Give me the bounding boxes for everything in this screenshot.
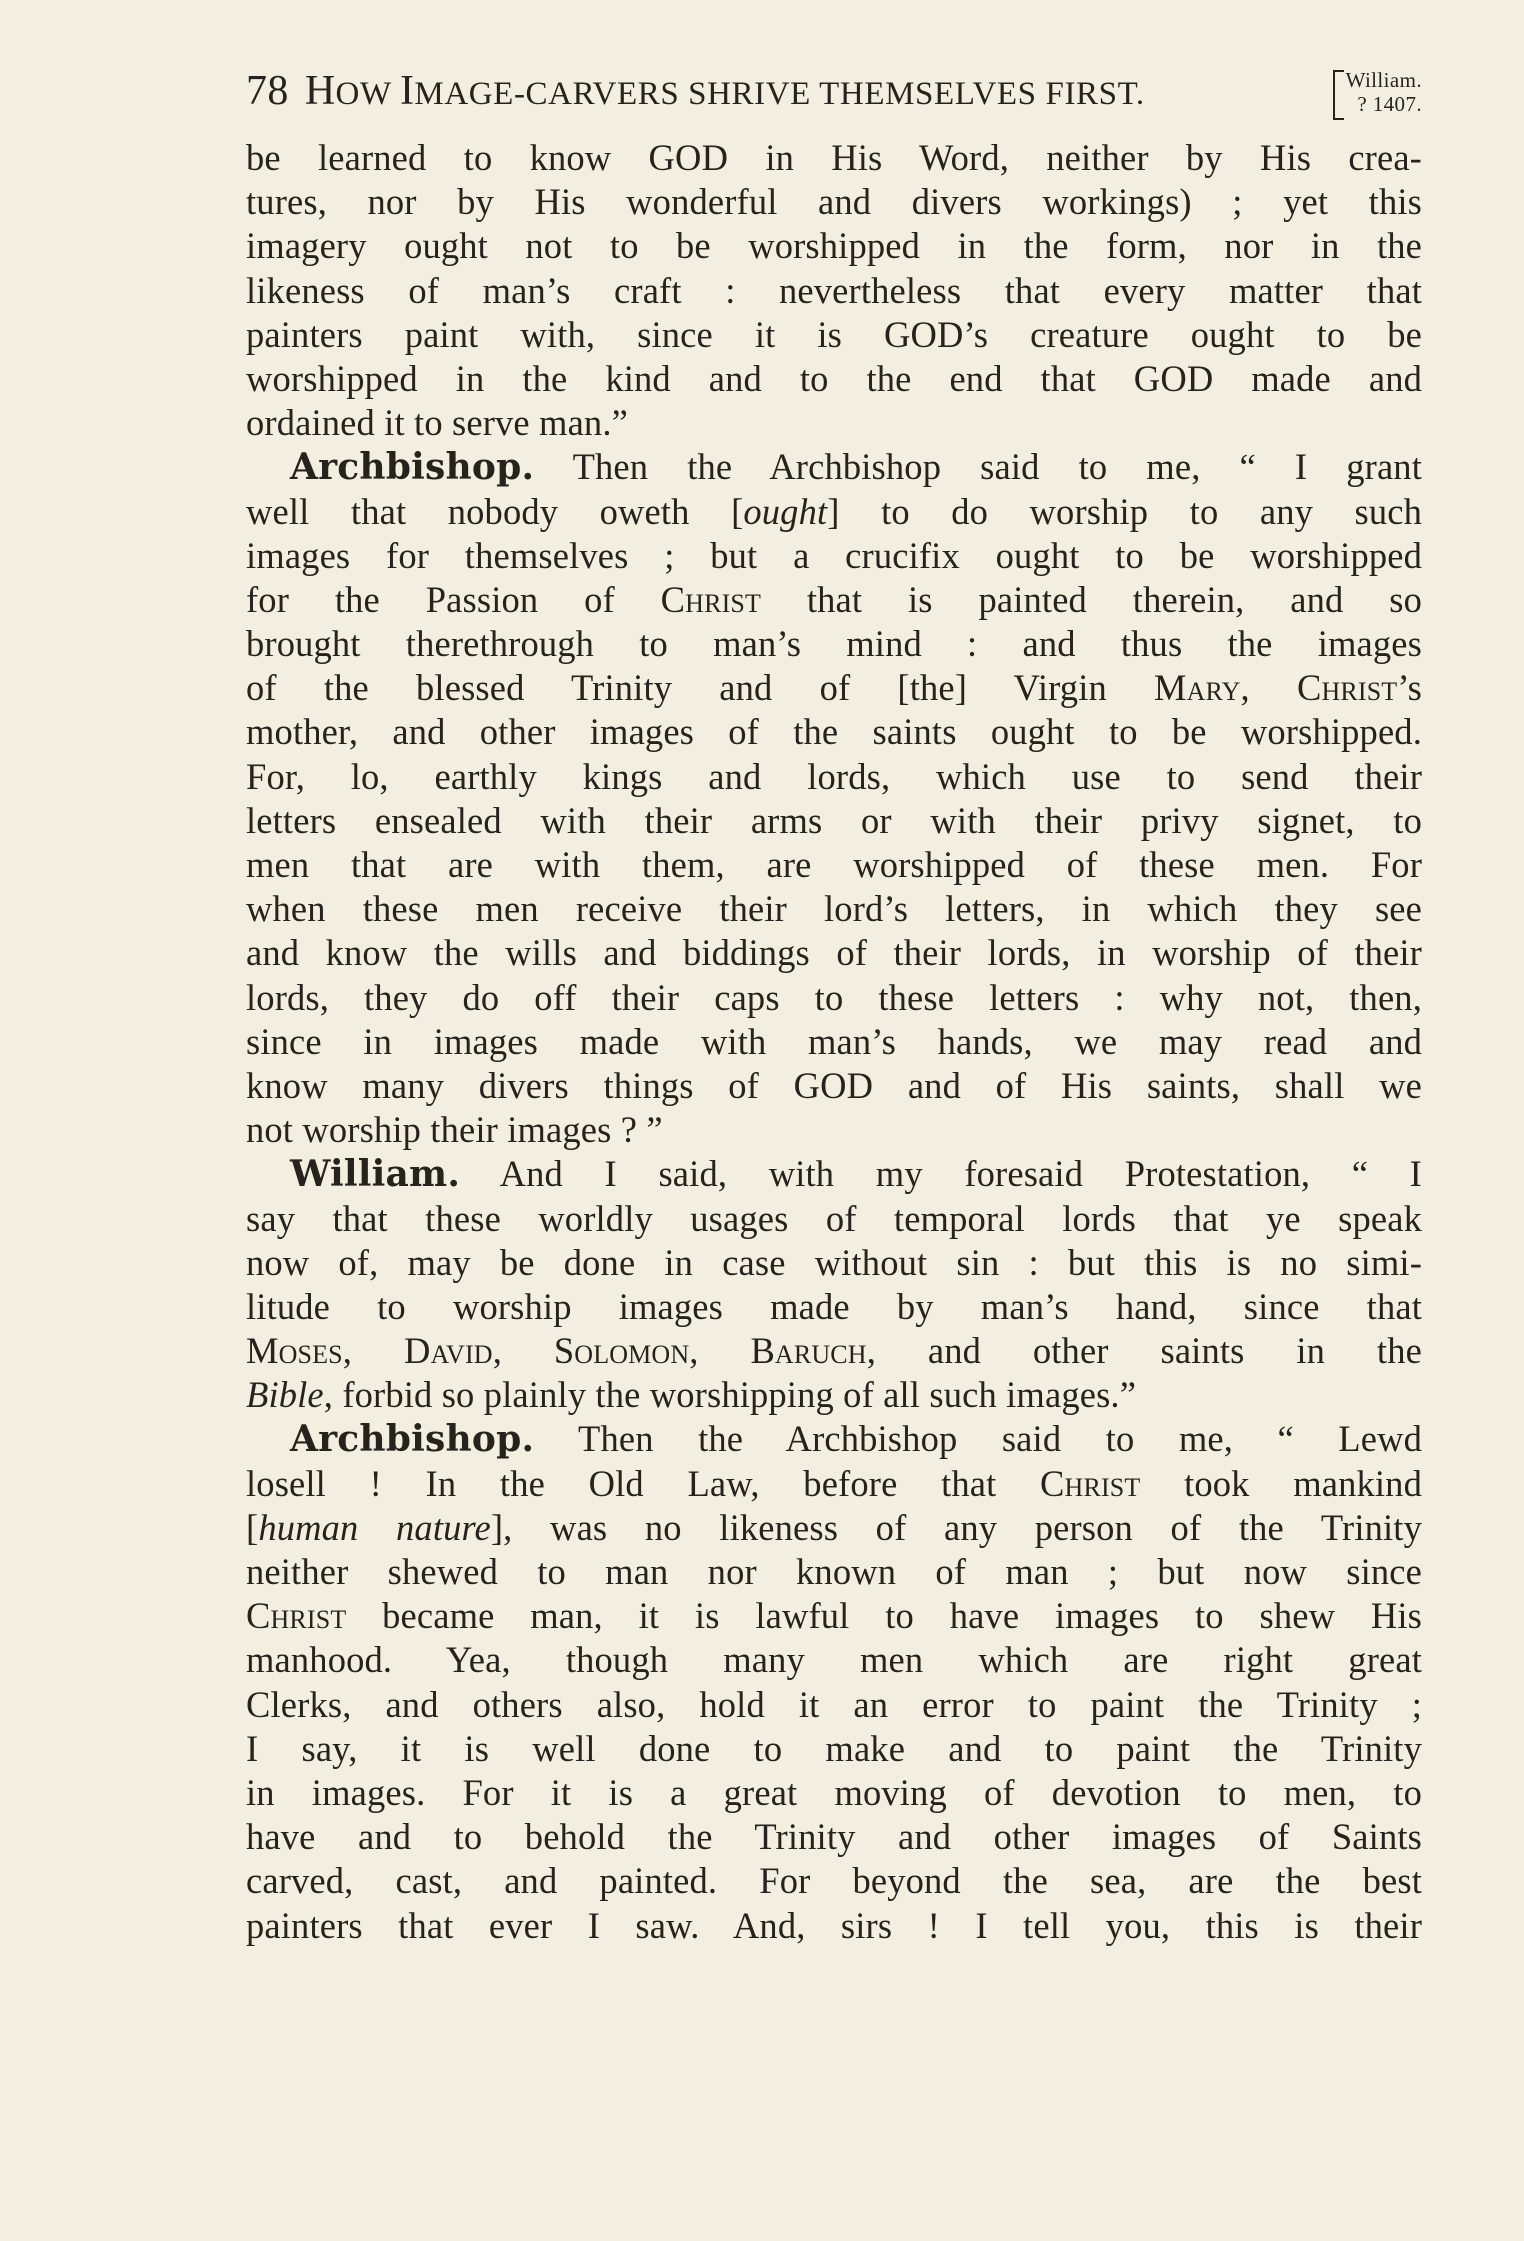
body-text (246, 136, 1422, 1948)
text-line: say that these worldly usages of temporal lords that ye speak (246, 1197, 1422, 1239)
text-line: mother, and other images of the saints ought to be worshipped. (246, 711, 1422, 753)
text-line: I say, it is well done to make and to paint the Trinity (246, 1727, 1422, 1769)
running-title: HOW IMAGE-CARVERS SHRIVE THEMSELVES FIRST. (304, 68, 1145, 114)
text-line: ordained it to serve man.” (246, 402, 628, 444)
text-line: when these men receive their lord’s letters, in which they see (246, 888, 1422, 930)
text-line: in images. For it is a great moving of devotion to men, to (246, 1771, 1422, 1813)
text-line: Christ became man, it is lawful to have images to shew His (246, 1595, 1422, 1637)
text-line: imagery ought not to be worshipped in the form, nor in the (246, 225, 1422, 267)
text-line: losell ! In the Old Law, before that Christ took mankind (246, 1462, 1422, 1504)
text-line: worshipped in the kind and to the end that GOD made and (246, 357, 1422, 399)
text-line: letters ensealed with their arms or with their privy signet, to (246, 799, 1422, 841)
running-head (246, 62, 1422, 124)
text-line: carved, cast, and painted. For beyond the sea, are the best (246, 1860, 1422, 1902)
text-line: lords, they do off their caps to these letters : why not, then, (246, 976, 1422, 1018)
text-line: since in images made with man’s hands, we may read and (246, 1020, 1422, 1062)
text-line: likeness of man’s craft : nevertheless that every matter that (246, 269, 1422, 311)
text-line: be learned to know GOD in His Word, neither by His crea- (246, 137, 1422, 178)
side-note (1333, 62, 1422, 120)
text-line: and know the wills and biddings of their lords, in worship of their (246, 932, 1422, 974)
text-line: tures, nor by His wonderful and divers workings) ; yet this (246, 181, 1422, 223)
text-line: Clerks, and others also, hold it an error to paint the Trinity ; (246, 1683, 1422, 1725)
text-line: For, lo, earthly kings and lords, which use to send their (246, 755, 1422, 797)
text-line: litude to worship images made by man’s hand, since that (246, 1285, 1422, 1327)
paragraph-william-start: William. And I said, with my foresaid Protestation, “ I (290, 1153, 1422, 1196)
page-number: 78 (246, 68, 289, 114)
text-line: well that nobody oweth [ought] to do worship to any such (246, 490, 1422, 532)
text-line: have and to behold the Trinity and other images of Saints (246, 1816, 1422, 1858)
bracket-mark (1333, 70, 1344, 120)
side-note-year: ? 1407. (1357, 92, 1422, 116)
text-line: images for themselves ; but a crucifix ought to be worshipped (246, 534, 1422, 576)
speaker-label: William. (290, 1153, 461, 1196)
text-line: men that are with them, are worshipped of these men. For (246, 844, 1422, 885)
text-line: Bible, forbid so plainly the worshipping of all such images.” (246, 1374, 1137, 1416)
text-line: Moses, David, Solomon, Baruch, and other saints in the (246, 1330, 1422, 1372)
text-line: of the blessed Trinity and of [the] Virgin Mary, Christ’s (246, 667, 1422, 709)
text-line: neither shewed to man nor known of man ; but now since (246, 1551, 1422, 1592)
text-line: painters that ever I saw. And, sirs ! I tell you, this is their (246, 1904, 1422, 1946)
text-line: manhood. Yea, though many men which are right great (246, 1639, 1422, 1681)
text-line: not worship their images ? ” (246, 1109, 663, 1151)
paragraph-archbishop-1-start: Archbishop. Then the Archbishop said to me, “ I grant (290, 446, 1422, 489)
text-line: know many divers things of GOD and of His saints, shall we (246, 1064, 1422, 1106)
text-line: now of, may be done in case without sin : but this is no simi- (246, 1241, 1422, 1283)
speaker-label: Archbishop. (290, 1418, 535, 1461)
side-note-name: William. (1345, 68, 1422, 92)
text-line: [human nature], was no likeness of any person of the Trinity (246, 1506, 1422, 1548)
paragraph-archbishop-2-start: Archbishop. Then the Archbishop said to me, “ Lewd (290, 1418, 1422, 1461)
speaker-label: Archbishop. (290, 446, 535, 489)
text-line: painters paint with, since it is GOD’s creature ought to be (246, 313, 1422, 355)
text-line: for the Passion of Christ that is painted therein, and so (246, 578, 1422, 620)
text-line: brought therethrough to man’s mind : and thus the images (246, 623, 1422, 665)
book-page (246, 62, 1422, 1948)
